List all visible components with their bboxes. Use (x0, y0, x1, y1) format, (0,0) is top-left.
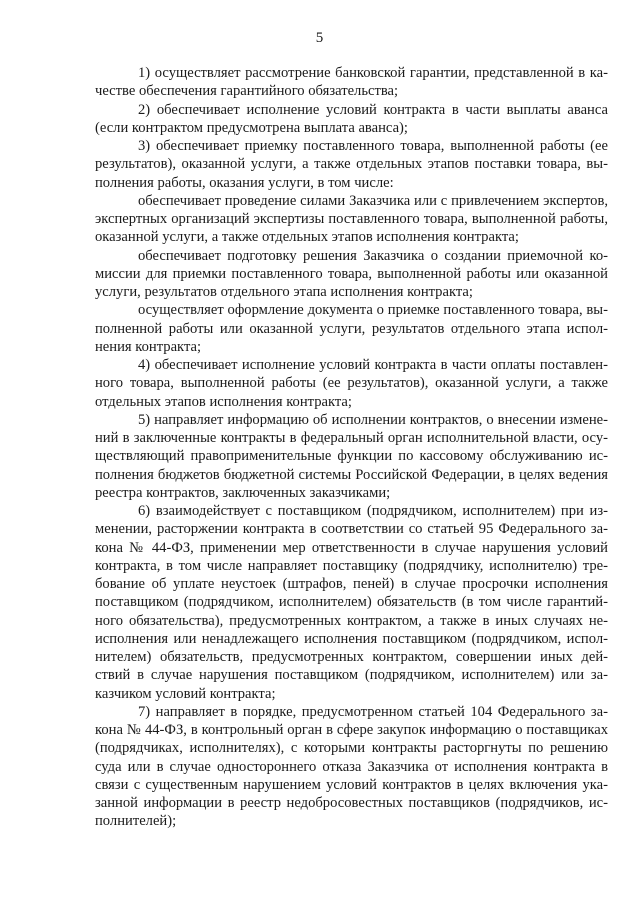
paragraph-item-6: 6) взаимодействует с поставщиком (подрядчиком, исполнителем) при изменении, расторжении контракта в соответствии со статьей 95 Федерального закона № 44-ФЗ, применении мер ответственности в случае нарушения условий контракта, в том числе направляет поставщику (подрядчику, исполнителю) требование об уплате неустоек (штрафов, пеней) в случае просрочки исполнения поставщиком (подрядчиком, исполнителем) обязательств (в том числе гарантийного обязательства), предусмотренных контрактом, а также в иных случаях неисполнения или ненадлежащего исполнения поставщиком (подрядчиком, исполнителем) обязательств, предусмотренных контрактом, совершении иных действий в случае нарушения поставщиком (подрядчиком, исполнителем) или заказчиком условий контракта; (95, 503, 608, 702)
page-number: 5 (315, 30, 324, 46)
paragraph-subitem-acceptance-document: осуществляет оформление документа о приемке поставленного товара, выполненной работы или оказанной услуги, результатов отдельного этапа исполнения контракта; (95, 302, 608, 355)
paragraph-item-3: 3) обеспечивает приемку поставленного товара, выполненной работы (ее результатов), оказанной услуги, а также отдельных этапов поставки товара, выполнения работы, оказания услуги, в том числе: (95, 138, 608, 191)
document-body (95, 64, 608, 831)
paragraph-item-1: 1) осуществляет рассмотрение банковской гарантии, представленной в качестве обеспечения гарантийного обязательства; (95, 65, 608, 100)
paragraph-subitem-commission: обеспечивает подготовку решения Заказчика о создании приемочной комиссии для приемки поставленного товара, выполненной работы или оказанной услуги, результатов отдельного этапа исполнения контракта; (95, 247, 608, 300)
paragraph-item-2: 2) обеспечивает исполнение условий контракта в части выплаты аванса (если контрактом предусмотрена выплата аванса); (95, 101, 608, 136)
paragraph-item-5: 5) направляет информацию об исполнении контрактов, о внесении изменений в заключенные контракты в федеральный орган исполнительной власти, осуществляющий правоприменительные функции по кассовому обслуживанию исполнения бюджетов бюджетной системы Российской Федерации, в целях ведения реестра контрактов, заключенных заказчиками; (95, 411, 608, 501)
paragraph-item-7: 7) направляет в порядке, предусмотренном статьей 104 Федерального закона № 44-ФЗ, в контрольный орган в сфере закупок информацию о поставщиках (подрядчиках, исполнителях), с которыми контракты расторгнуты по решению суда или в случае одностороннего отказа Заказчика от исполнения контракта в связи с существенным нарушением условий контрактов в целях включения указанной информации в реестр недобросовестных поставщиков (подрядчиков, исполнителей); (95, 703, 608, 830)
paragraph-subitem-expertise: обеспечивает проведение силами Заказчика или с привлечением экспертов, экспертных организаций экспертизы поставленного товара, выполненной работы, оказанной услуги, а также отдельных этапов исполнения контракта; (95, 192, 608, 246)
paragraph-item-4: 4) обеспечивает исполнение условий контракта в части оплаты поставленного товара, выполненной работы (ее результатов), оказанной услуги, а также отдельных этапов исполнения контракта; (95, 357, 608, 410)
